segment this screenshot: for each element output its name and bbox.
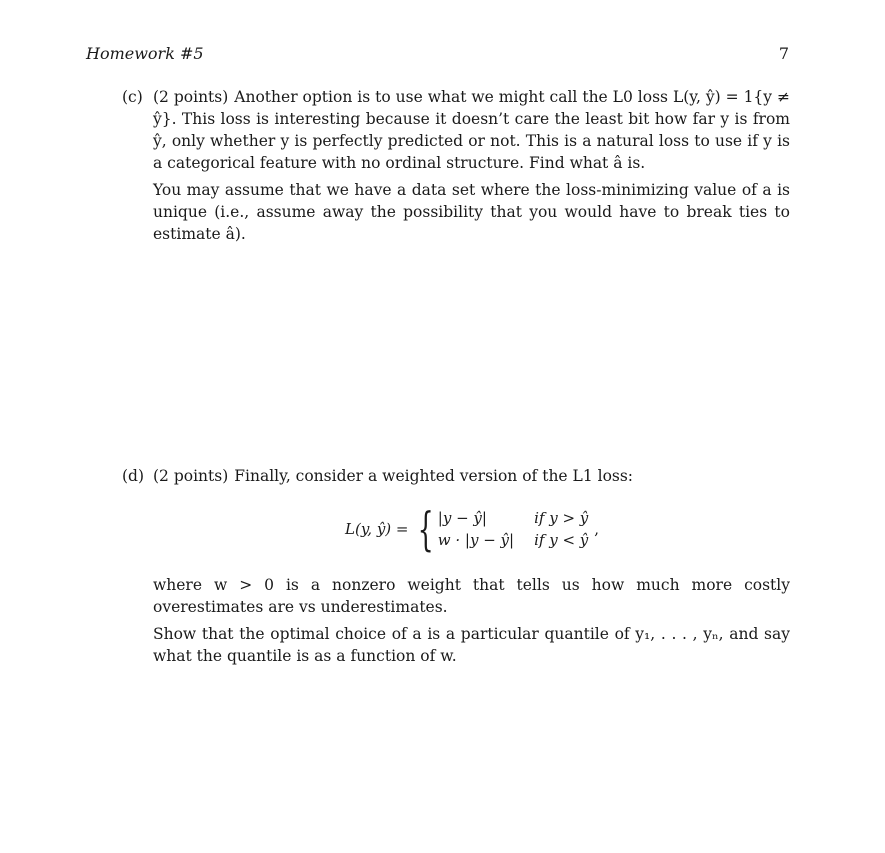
question-part-d xyxy=(122,465,790,487)
part-body xyxy=(153,465,790,487)
weight-explanation-paragraph: where w > 0 is a nonzero weight that tells us how much more costly overestimates are vs underestimates. xyxy=(153,576,790,616)
left-brace: { xyxy=(417,502,434,556)
question-paragraph xyxy=(153,465,790,487)
homework-title: Homework #5 xyxy=(86,44,204,63)
formula-cases xyxy=(438,508,588,550)
part-label: (c) xyxy=(122,88,143,106)
page-number: 7 xyxy=(778,44,789,63)
points-label: (2 points) xyxy=(153,88,229,106)
points-label: (2 points) xyxy=(153,467,229,485)
part-d-continuation xyxy=(153,574,790,667)
case-1-condition: if y > ŷ xyxy=(534,509,589,527)
question-text: Finally, consider a weighted version of the L1 loss: xyxy=(234,467,634,485)
part-body xyxy=(153,86,790,245)
case-2-condition: if y < ŷ xyxy=(534,531,589,549)
question-text: Another option is to use what we might call the L0 loss L(y, ŷ) = 1{y ≠ ŷ}. This loss is interesting because it doesn’t care the least bit how far y is from ŷ, only whether y is perfectly predicted or not. This is a natural loss to use if y is a categorical feature with no ordinal structure. Find what â is. xyxy=(153,88,790,172)
weighted-loss-formula xyxy=(345,502,600,556)
formula-lhs: L(y, ŷ) = xyxy=(345,520,409,538)
formula-trailing-comma: , xyxy=(594,520,600,538)
question-part-c xyxy=(122,86,790,245)
question-paragraph xyxy=(153,86,790,174)
case-2-expression: w · |y − ŷ| xyxy=(437,531,515,549)
part-label: (d) xyxy=(122,467,145,485)
case-1-expression: |y − ŷ| xyxy=(437,509,487,527)
task-paragraph: Show that the optimal choice of a is a particular quantile of y₁, . . . , yₙ, and say what the quantile is as a function of w. xyxy=(153,625,790,665)
assumption-paragraph: You may assume that we have a data set where the loss-minimizing value of a is unique (i.e., assume away the possibility that you would have to break ties to estimate â). xyxy=(153,181,790,243)
